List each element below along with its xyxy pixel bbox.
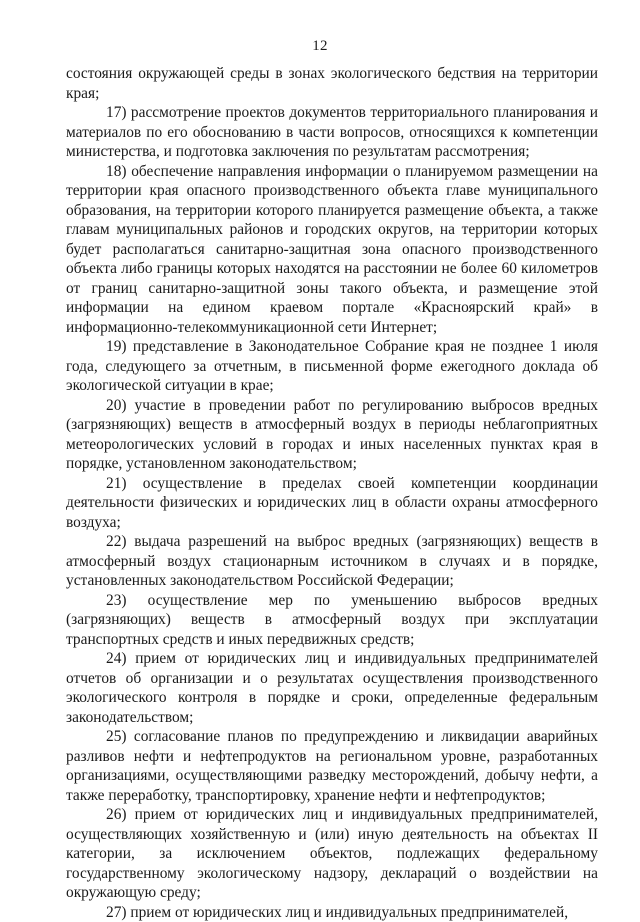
paragraph-item-26: 26) прием от юридических лиц и индивидуальных предпринимателей, осуществляющих хозяйственную и (или) иную деятельность на объектах II категории, за исключением объектов, подлежащих федеральному государственному экологическому надзору, деклараций о воздействии на окружающую среду;: [66, 805, 598, 903]
paragraph-item-18: 18) обеспечение направления информации о планируемом размещении на территории края опасного производственного объекта главе муниципального образования, на территории которого планируется размещение объекта, а также главам муниципальных районов и городских округов, на территории которых будет располагаться санитарно-защитная зона опасного производственного объекта либо границы которых находятся на расстоянии не более 60 километров от границ санитарно-защитной зоны такого объекта, и размещение этой информации на едином краевом портале «Красноярский край» в информационно-телекоммуникационной сети Интернет;: [66, 162, 598, 338]
paragraph-item-25: 25) согласование планов по предупреждению и ликвидации аварийных разливов нефти и нефтепродуктов на региональном уровне, разработанных организациями, осуществляющими разведку месторождений, добычу нефти, а также переработку, транспортировку, хранение нефти и нефтепродуктов;: [66, 727, 598, 805]
paragraph-item-20: 20) участие в проведении работ по регулированию выбросов вредных (загрязняющих) веществ в атмосферный воздух в периоды неблагоприятных метеорологических условий в городах и иных населенных пунктах края в порядке, установленном законодательством;: [66, 396, 598, 474]
paragraph-continuation: состояния окружающей среды в зонах экологического бедствия на территории края;: [66, 64, 598, 103]
paragraph-item-23: 23) осуществление мер по уменьшению выбросов вредных (загрязняющих) веществ в атмосферный воздух при эксплуатации транспортных средств и иных передвижных средств;: [66, 591, 598, 650]
paragraph-item-24: 24) прием от юридических лиц и индивидуальных предпринимателей отчетов об организации и о результатах осуществления производственного экологического контроля в порядке и сроки, определенные федеральным законодательством;: [66, 649, 598, 727]
paragraph-item-17: 17) рассмотрение проектов документов территориального планирования и материалов по его обоснованию в части вопросов, относящихся к компетенции министерства, и подготовка заключения по результатам рассмотрения;: [66, 103, 598, 162]
paragraph-item-21: 21) осуществление в пределах своей компетенции координации деятельности физических и юридических лиц в области охраны атмосферного воздуха;: [66, 474, 598, 533]
paragraph-item-22: 22) выдача разрешений на выброс вредных (загрязняющих) веществ в атмосферный воздух стационарным источником в случаях и в порядке, установленных законодательством Российской Федерации;: [66, 532, 598, 591]
paragraph-item-19: 19) представление в Законодательное Собрание края не позднее 1 июля года, следующего за отчетным, в письменной форме ежегодного доклада об экологической ситуации в крае;: [66, 337, 598, 396]
document-body: [66, 64, 598, 922]
page-number: 12: [0, 38, 640, 55]
paragraph-item-27: 27) прием от юридических лиц и индивидуальных предпринимателей,: [66, 903, 598, 922]
